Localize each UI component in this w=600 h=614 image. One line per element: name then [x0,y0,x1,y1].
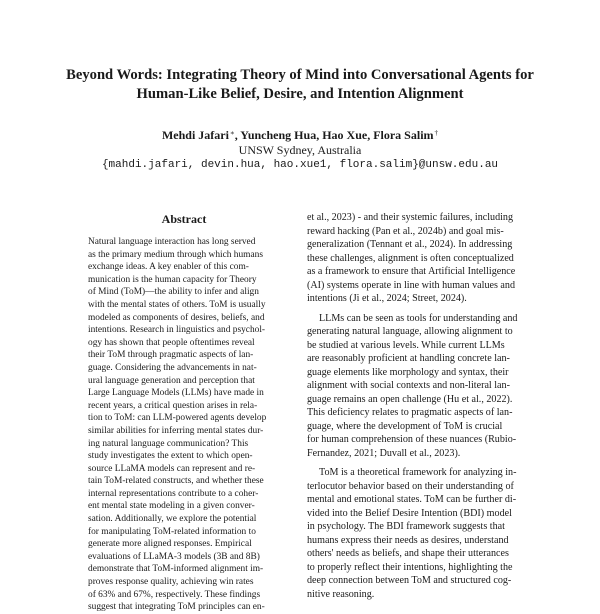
abstract-line: evaluations of LLaMA-3 models (3B and 8B) [88,551,260,562]
body-line: others' needs as beliefs, and shape their utterances [307,548,509,559]
abstract-line: as the primary medium through which humans [88,249,263,260]
body-line: generating natural language, allowing alignment to [307,326,513,337]
abstract-line: intentions. Research in linguistics and psychol- [88,325,266,336]
body-line: ToM is a theoretical framework for analyzing in- [319,467,517,478]
body-line: to properly reflect their intentions, highlighting the [307,561,513,573]
abstract-line: ural language generation and perception that [88,375,255,386]
paper-title [40,66,560,104]
abstract-line: guage. Considering the advancements in nat- [88,362,257,373]
abstract-line: study investigates the extent to which open- [88,451,253,462]
body-line: alignment with social contexts and non-literal lan- [307,380,510,391]
abstract-line: tain ToM-related constructs, and whether these [88,476,264,487]
author-block [40,126,560,173]
body-line: reward hacking (Pan et al., 2024b) and goal mis- [307,225,504,237]
body-paragraph [307,312,523,461]
title-line: Beyond Words: Integrating Theory of Mind into Conversational Agents for [66,67,534,83]
abstract-line: sation. Additionally, we explore the potential [88,514,257,525]
abstract-line: Large Language Models (LLMs) have made in [88,388,264,399]
body-line: for human comprehension of these nuances (Rubio- [307,434,517,445]
body-line: Fernandez, 2021; Duvall et al., 2023). [307,447,461,459]
body-line: guage elements like morphology and syntax, their [307,366,509,378]
body-line: be studied at various levels. While current LLMs [307,339,505,351]
abstract-heading: Abstract [161,212,207,226]
abstract-line: Natural language interaction has long served [88,237,256,247]
body-line: deep connection between ToM and structured cog- [307,575,512,586]
body-line: in psychology. The BDI framework suggests that [307,521,505,532]
body-line: et al., 2023) - and their systemic failures, including [307,212,514,223]
abstract-body [88,236,282,614]
abstract-line: their ToM through pragmatic aspects of lan- [88,350,254,361]
body-line: as a framework to ensure that Artificial Intelligence [307,266,516,277]
abstract-line: source LLaMA models can represent and re- [88,463,256,474]
intro-body [307,211,523,601]
body-line: This deficiency relates to pragmatic aspects of lan- [307,407,513,418]
body-line: guage, where the development of ToM is crucial [307,420,503,432]
body-line: generalization (Tennant et al., 2024). In addressing [307,239,513,250]
abstract-line: modeled as components of desires, beliefs, and [88,312,265,323]
body-line: are reasonably proficient at handling concrete lan- [307,353,510,364]
abstract-line: proves response quality, achieving win rates [88,577,254,588]
body-line: mental and emotional states. ToM can be further di- [307,494,517,505]
author-first: Mehdi Jafari [161,128,229,142]
affiliation: UNSW Sydney, Australia [238,143,362,157]
abstract-line: generate more aligned responses. Empirical [88,539,252,550]
abstract-line: of Mind (ToM)—the ability to infer and align [88,287,259,298]
abstract-line: munication is the human capacity for Theory [88,274,257,285]
abstract-line: similar abilities for inferring mental states dur- [88,425,264,436]
abstract-line: exchange ideas. A key enabler of this com- [88,262,249,273]
body-line: terlocutor behavior based on their understanding of [307,480,514,492]
body-line: humans express their needs as desires, understand [307,534,509,546]
abstract-line: internal representations contribute to a coher- [88,488,259,499]
body-line: nitive reasoning. [307,588,375,600]
body-paragraph [307,466,523,601]
abstract-line: recent years, a critical question arises in rela- [88,400,258,411]
body-line: (AI) systems operate in line with human values and [307,279,515,291]
body-line: guage remains an open challenge (Hu et al., 2022). [307,393,513,405]
author-emails: {mahdi.jafari, devin.hua, hao.xue1, flora.salim}@unsw.edu.au [101,159,499,171]
body-paragraph [307,211,523,306]
abstract-line: suggest that integrating ToM principles can en- [88,602,265,613]
author-mark-1: ∗ [229,129,235,137]
author-mark-2: † [434,129,439,137]
body-line: these challenges, alignment is often conceptualized [307,252,514,264]
abstract-line: with the mental states of others. ToM is usually [88,299,266,310]
abstract-line: of 63% and 67%, respectively. These findings [88,589,261,600]
author-names [40,126,560,143]
body-line: intentions (Ji et al., 2024; Street, 2024). [307,293,467,304]
title-line: Human-Like Belief, Desire, and Intention Alignment [136,86,464,102]
abstract-line: for manipulating ToM-related information to [88,526,256,537]
body-line: vided into the Belief Desire Intention (BDI) model [307,507,512,519]
abstract-line: ing natural language communication? This [88,438,249,449]
abstract-line: demonstrate that ToM-informed alignment im- [88,564,264,575]
abstract-line: ogy has shown that people oftentimes reveal [88,337,255,348]
body-line: LLMs can be seen as tools for understanding and [319,312,518,324]
abstract-line: ent mental state modeling in a given conver- [88,501,255,512]
abstract-line: tion to ToM: can LLM-powered agents develop [88,413,267,424]
author-rest: , Yuncheng Hua, Hao Xue, Flora Salim [234,128,434,142]
